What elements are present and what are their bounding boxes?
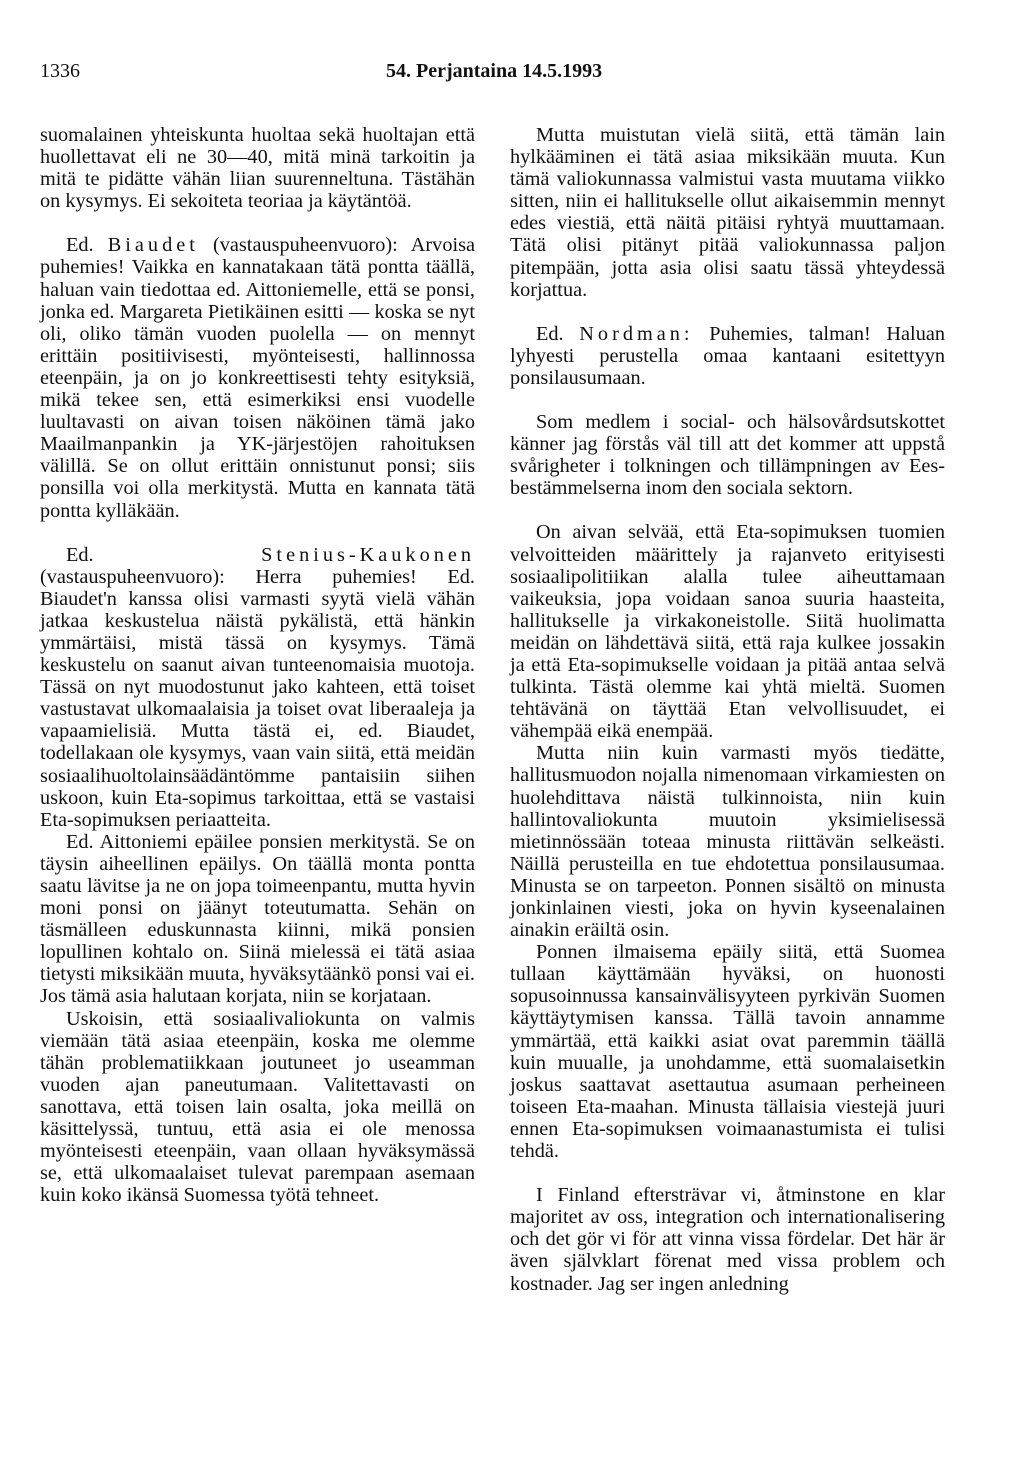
right-paragraph-3: Som medlem i social- och hälsovårdsutskottet känner jag förstås väl till att det kommer att uppstå svårigheter i tolkningen och tillämpningen av Ees-bestämmelserna inom den sociala sektorn. <box>510 411 945 500</box>
left-paragraph-5: Uskoisin, että sosiaalivaliokunta on valmis viemään tätä asiaa eteenpäin, koska me olemme tähän problematiikkaan joutuneet jo useamman vuoden ajan paneutumaan. Valitettavasti on sanottava, että toisen lain osalta, joka meillä on käsittelyssä, tuntuu, että asia ei ole menossa myönteisesti eteenpäin, vaan ollaan hyväksymässä se, että ulkomaalaiset tulevat parempaan asemaan kuin koko ikänsä Suomessa työtä tehneet. <box>40 1007 475 1207</box>
running-title: 54. Perjantaina 14.5.1993 <box>386 60 603 82</box>
right-column <box>510 124 945 1295</box>
speaker-name: Biaudet <box>107 234 199 257</box>
left-paragraph-3 <box>40 544 475 831</box>
right-paragraph-1: Mutta muistutan vielä siitä, että tämän lain hylkääminen ei tätä asiaa miksikään muuta. Kun tämä valiokunnassa valmistui vasta muutama viikko sitten, niin ei hallitukselle ollut aikaisemmin mennyt edes viestiä, että näitä pitäisi ryhtyä muuttamaan. Tätä olisi pitänyt pitää valiokunnassa paljon pitempään, jotta asia olisi saatu tässä yhteydessä korjattua. <box>510 124 945 301</box>
speaker-prefix: Ed. <box>66 543 94 566</box>
speaker-name: Nordman: <box>579 322 694 345</box>
left-paragraph-2 <box>40 234 475 521</box>
left-paragraph-4: Ed. Aittoniemi epäilee ponsien merkitystä. Se on täysin aiheellinen epäilys. On täällä monta pontta saatu lävitse ja ne on jopa toimeenpantu, mutta hyvin moni ponsi on jäänyt toteutumatta. Sehän on täsmälleen eduskunnasta kiinni, mikä ponsien lopullinen kohtalo on. Siinä mielessä ei tätä asiaa tietysti miksikään muuta, hyväksytäänkö ponsi vai ei. Jos tämä asia halutaan korjata, niin se korjataan. <box>40 830 475 1008</box>
speaker-name: Stenius-Kaukonen <box>261 543 475 566</box>
speaker-prefix: Ed. <box>536 322 564 345</box>
left-column <box>40 124 475 1206</box>
page-number: 1336 <box>40 60 80 82</box>
right-paragraph-4: On aivan selvää, että Eta-sopimuksen tuomien velvoitteiden määrittely ja rajanveto erityisesti sosiaalipolitiikan alalla tulee aiheuttamaan vaikeuksia, jopa voidaan sanoa suuria haasteita, hallitukselle ja virkakoneistolle. Siitä huolimatta meidän on lähdettävä siitä, että raja kulkee jossakin ja että Eta-sopimukselle voidaan ja pitää antaa selvä tulkinta. Tästä olemme kai yhtä mieltä. Suomen tehtävänä on täyttää Etan velvollisuudet, ei vähempää eikä enempää. <box>510 521 945 743</box>
right-paragraph-2 <box>510 323 945 389</box>
speech-text: Puhemies, talman! Haluan lyhyesti perustella omaa kantaani esitettyyn ponsilausumaan. <box>510 322 945 389</box>
right-paragraph-6: Ponnen ilmaisema epäily siitä, että Suomea tullaan käyttämään hyväksi, on huonosti sopusoinnussa kansainvälisyyteen pyrkivän Suomen käyttäytymisen kanssa. Tällä tavoin annamme ymmärtää, että kaikki asiat ovat paremmin täällä kuin muualle, ja unohdamme, että suomalaisetkin joskus saattavat asettautua asumaan perheineen toiseen Eta-maahan. Minusta tällaisia viestejä juuri ennen Eta-sopimuksen voimaanastumista ei tulisi tehdä. <box>510 941 945 1163</box>
page-header <box>0 60 1024 88</box>
speaker-prefix: Ed. <box>66 234 94 257</box>
speech-text: (vastauspuheenvuoro): Herra puhemies! Ed. Biaudet'n kanssa olisi varmasti syytä vielä vähän jatkaa keskustelua näistä pykälistä, että hänkin ymmärtäisi, mistä tässä on kysymys. Tämä keskustelu on saanut aivan tunteenomaisia muotoja. Tässä on nyt muodostunut jako kahteen, että toiset vastustavat ulkomaalaisia ja toiset ovat liberaaleja ja vapaamielisiä. Mutta tästä ei, ed. Biaudet, todellakaan ole kysymys, vaan vain siitä, että meidän sosiaalihuoltolainsäädäntömme pantaisiin siihen uskoon, kuin Eta-sopimus tarkoittaa, että se vastaisi Eta-sopimuksen periaatteita. <box>40 565 475 831</box>
right-paragraph-5: Mutta niin kuin varmasti myös tiedätte, hallitusmuodon nojalla nimenomaan virkamiesten on huolehdittava näistä tulkinnoista, niin kuin hallintovaliokunta muutoin yksimielisessä mietinnössään toteaa minusta riittävän selkeästi. Näillä perusteilla en tue ehdotettua ponsilausumaa. Minusta se on tarpeeton. Ponnen sisältö on minusta jonkinlainen viesti, joka on hyvin kyseenalainen ainakin eräiltä osin. <box>510 742 945 942</box>
right-paragraph-7: I Finland eftersträvar vi, åtminstone en klar majoritet av oss, integration och internationalisering och det gör vi för att vinna vissa fördelar. Det här är även självklart förenat med vissa problem och kostnader. Jag ser ingen anledning <box>510 1184 945 1295</box>
speech-text: (vastauspuheenvuoro): Arvoisa puhemies! Vaikka en kannatakaan tätä pontta täällä, haluan vain tiedottaa ed. Aittoniemelle, että se ponsi, jonka ed. Margareta Pietikäinen esitti — koska se nyt oli, oliko tämän vuoden puolella — on mennyt erittäin positiivisesti, myönteisesti, hallinnossa eteenpäin, ja on jo konkreettisesti tehty esityksiä, mikä tekee sen, että esimerkiksi ensi vuodelle luultavasti on aivan toisen näköinen tämä jako Maailmanpankin ja YK-järjestöjen rahoituksen välillä. Se on ollut erittäin onnistunut ponsi; siis ponsilla voi olla merkitystä. Mutta en kannata tätä pontta kylläkään. <box>40 234 475 522</box>
left-paragraph-1: suomalainen yhteiskunta huoltaa sekä huoltajan että huollettavat eli ne 30—40, mitä minä tarkoitin ja mitä te pidätte vähän liian suurenneltuna. Tästähän on kysymys. Ei sekoiteta teoriaa ja käytäntöä. <box>40 124 475 213</box>
